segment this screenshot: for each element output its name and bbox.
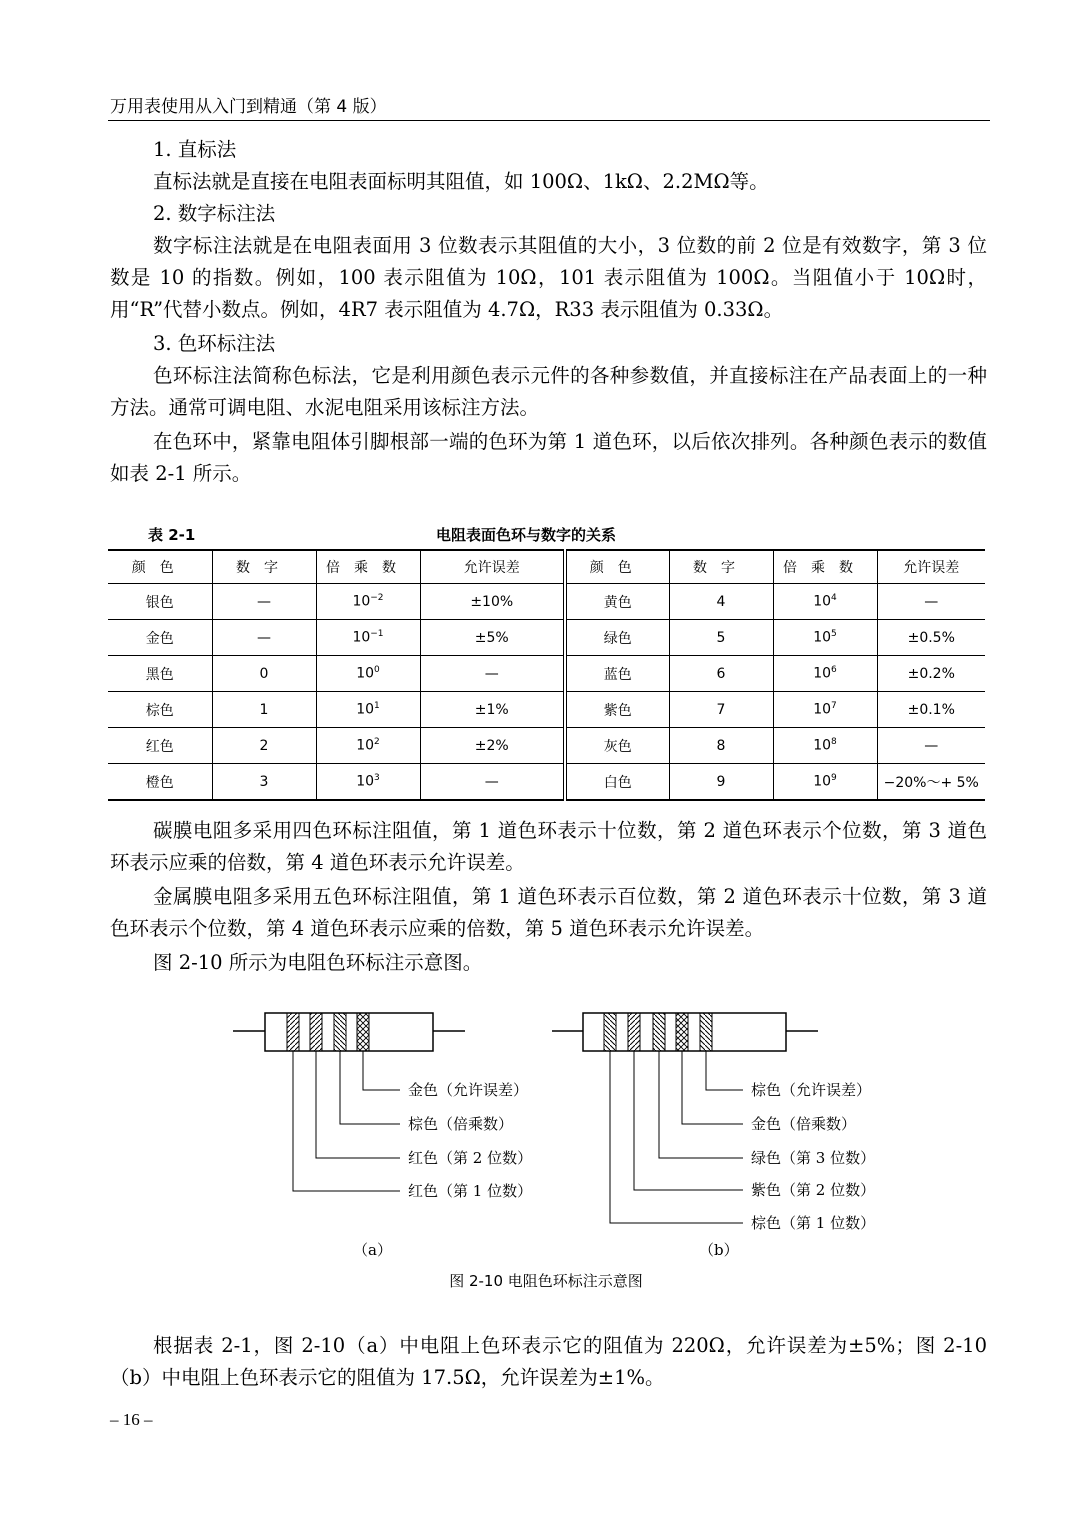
table-header-cell: 允许误差 — [877, 550, 985, 584]
multiplier-exponent: 3 — [374, 773, 380, 784]
leader-b4 — [682, 1051, 743, 1124]
leader-a3 — [340, 1051, 400, 1124]
table-header-cell: 倍乘数 — [773, 550, 877, 584]
table-cell: ±2% — [420, 728, 565, 764]
table-cell: 紫色 — [565, 692, 669, 728]
table-cell: — — [212, 584, 316, 620]
section-2-text: 数字标注法就是在电阻表面用 3 位数表示其阻值的大小，3 位数的前 2 位是有效数字，第 3 位数是 10 的指数。例如，100 表示阻值为 10Ω，101 表示阻值为 100Ω。当阻值小于 10Ω时，用“R”代替小数点。例如，4R7 表示阻值为 4.7Ω，R33 表示阻值为 0.33Ω。 — [110, 234, 987, 321]
conclusion-paragraph: 根据表 2-1，图 2-10（a）中电阻上色环表示它的阻值为 220Ω，允许误差为±5%；图 2-10（b）中电阻上色环表示它的阻值为 17.5Ω，允许误差为±1%。 — [110, 1334, 987, 1389]
table-cell: 金色 — [108, 620, 212, 656]
leader-a4 — [363, 1051, 400, 1090]
figure-caption: 图 2-10 电阻色环标注示意图 — [449, 1272, 643, 1290]
multiplier-base: 10 — [356, 737, 375, 754]
label-b-digit-3: 绿色（第 3 位数） — [751, 1149, 876, 1167]
section-3-text-2: 在色环中，紧靠电阻体引脚根部一端的色环为第 1 道色环，以后依次排列。各种颜色表示的数值如表 2-1 所示。 — [110, 430, 987, 485]
band-b2 — [628, 1013, 640, 1051]
multiplier-exponent: 7 — [831, 701, 837, 712]
band-b5 — [700, 1013, 712, 1051]
label-b-digit-1: 棕色（第 1 位数） — [751, 1214, 876, 1232]
table-cell: ±1% — [420, 692, 565, 728]
leader-b5 — [706, 1051, 743, 1090]
table-cell: 3 — [212, 764, 316, 801]
label-a-digit-1: 红色（第 1 位数） — [408, 1182, 533, 1200]
leader-b3 — [659, 1051, 743, 1158]
section-1-heading: 1. 直标法 — [153, 138, 237, 161]
multiplier-base: 10 — [813, 593, 832, 610]
table-cell: 7 — [669, 692, 773, 728]
table-header-cell: 数字 — [669, 550, 773, 584]
table-cell: ±0.1% — [877, 692, 985, 728]
multiplier-exponent: 4 — [831, 593, 837, 604]
table-cell: — — [212, 620, 316, 656]
table-cell: 绿色 — [565, 620, 669, 656]
band-b4 — [676, 1013, 688, 1051]
multiplier-base: 10 — [813, 773, 832, 790]
multiplier-base: 10 — [813, 737, 832, 754]
table-cell: 0 — [212, 656, 316, 692]
table-cell: 5 — [669, 620, 773, 656]
table-cell: — — [877, 584, 985, 620]
running-header: 万用表使用从入门到精通（第 4 版） — [110, 97, 387, 117]
multiplier-base: 10 — [352, 593, 371, 610]
leader-b2 — [634, 1051, 743, 1190]
label-a-multiplier: 棕色（倍乘数） — [408, 1115, 514, 1133]
table-cell: 蓝色 — [565, 656, 669, 692]
band-a3 — [334, 1013, 346, 1051]
multiplier-exponent: 2 — [374, 737, 380, 748]
multiplier-base: 10 — [813, 629, 832, 646]
table-cell: ±5% — [420, 620, 565, 656]
table-cell: 白色 — [565, 764, 669, 801]
table-cell: 黄色 — [565, 584, 669, 620]
table-title: 电阻表面色环与数字的关系 — [436, 526, 617, 544]
multiplier-base: 10 — [356, 665, 375, 682]
table-header-cell: 倍乘数 — [316, 550, 420, 584]
after-table-paragraph-1: 碳膜电阻多采用四色环标注阻值，第 1 道色环表示十位数，第 2 道色环表示个位数，第 3 道色环表示应乘的倍数，第 4 道色环表示允许误差。 — [110, 819, 987, 874]
table-cell: 棕色 — [108, 692, 212, 728]
subfigure-b-label: （b） — [699, 1241, 739, 1259]
label-a-digit-2: 红色（第 2 位数） — [408, 1149, 533, 1167]
multiplier-exponent: 5 — [831, 629, 837, 640]
table-cell: 银色 — [108, 584, 212, 620]
table-header-cell: 颜色 — [565, 550, 669, 584]
table-header-cell: 颜色 — [108, 550, 212, 584]
table-cell: ±10% — [420, 584, 565, 620]
section-2-heading: 2. 数字标注法 — [153, 202, 276, 225]
table-header-cell: 数字 — [212, 550, 316, 584]
multiplier-exponent: 0 — [374, 665, 380, 676]
after-table-paragraph-2: 金属膜电阻多采用五色环标注阻值，第 1 道色环表示百位数，第 2 道色环表示十位数，第 3 道色环表示个位数，第 4 道色环表示应乘的倍数，第 5 道色环表示允许误差。 — [110, 885, 987, 940]
after-table-paragraph-3: 图 2-10 所示为电阻色环标注示意图。 — [153, 951, 483, 974]
table-cell: 4 — [669, 584, 773, 620]
table-cell: 8 — [669, 728, 773, 764]
table-header-cell: 允许误差 — [420, 550, 565, 584]
table-cell: 1 — [212, 692, 316, 728]
table-cell: 灰色 — [565, 728, 669, 764]
label-b-tolerance: 棕色（允许误差） — [751, 1081, 872, 1099]
leader-a2 — [316, 1051, 400, 1158]
table-cell: 红色 — [108, 728, 212, 764]
band-a2 — [310, 1013, 322, 1051]
table-cell: — — [420, 764, 565, 801]
multiplier-base: 10 — [356, 773, 375, 790]
section-3-heading: 3. 色环标注法 — [153, 332, 276, 355]
band-a4 — [357, 1013, 369, 1051]
multiplier-exponent: 1 — [374, 701, 380, 712]
section-3-text-1: 色环标注法简称色标法，它是利用颜色表示元件的各种参数值，并直接标注在产品表面上的一种方法。通常可调电阻、水泥电阻采用该标注方法。 — [110, 364, 987, 419]
table-cell: ±0.5% — [877, 620, 985, 656]
table-cell: 黑色 — [108, 656, 212, 692]
leader-a1 — [293, 1051, 400, 1191]
label-a-tolerance: 金色（允许误差） — [408, 1081, 529, 1099]
table-cell: 9 — [669, 764, 773, 801]
multiplier-base: 10 — [352, 629, 371, 646]
multiplier-exponent: 8 — [831, 737, 837, 748]
band-b1 — [604, 1013, 616, 1051]
page-number: – 16 – — [110, 1410, 153, 1429]
multiplier-exponent: 6 — [831, 665, 837, 676]
leader-b1 — [610, 1051, 743, 1223]
multiplier-base: 10 — [813, 701, 832, 718]
multiplier-base: 10 — [356, 701, 375, 718]
table-cell: −20%～+ 5% — [877, 764, 985, 801]
table-cell: — — [420, 656, 565, 692]
table-number: 表 2-1 — [148, 526, 196, 544]
section-1-text: 直标法就是直接在电阻表面标明其阻值，如 100Ω、1kΩ、2.2MΩ等。 — [153, 170, 769, 193]
resistor-b — [552, 1013, 875, 1259]
band-b3 — [653, 1013, 665, 1051]
subfigure-a-label: （a） — [353, 1241, 392, 1259]
label-b-multiplier: 金色（倍乘数） — [751, 1115, 857, 1133]
table-cell: ±0.2% — [877, 656, 985, 692]
resistor-a — [233, 1013, 532, 1259]
label-b-digit-2: 紫色（第 2 位数） — [751, 1181, 876, 1199]
multiplier-base: 10 — [813, 665, 832, 682]
table-cell: — — [877, 728, 985, 764]
table-cell: 橙色 — [108, 764, 212, 801]
multiplier-exponent: −2 — [370, 593, 384, 604]
band-a1 — [287, 1013, 299, 1051]
multiplier-exponent: −1 — [370, 629, 384, 640]
table-cell: 2 — [212, 728, 316, 764]
table-cell: 6 — [669, 656, 773, 692]
multiplier-exponent: 9 — [831, 773, 837, 784]
